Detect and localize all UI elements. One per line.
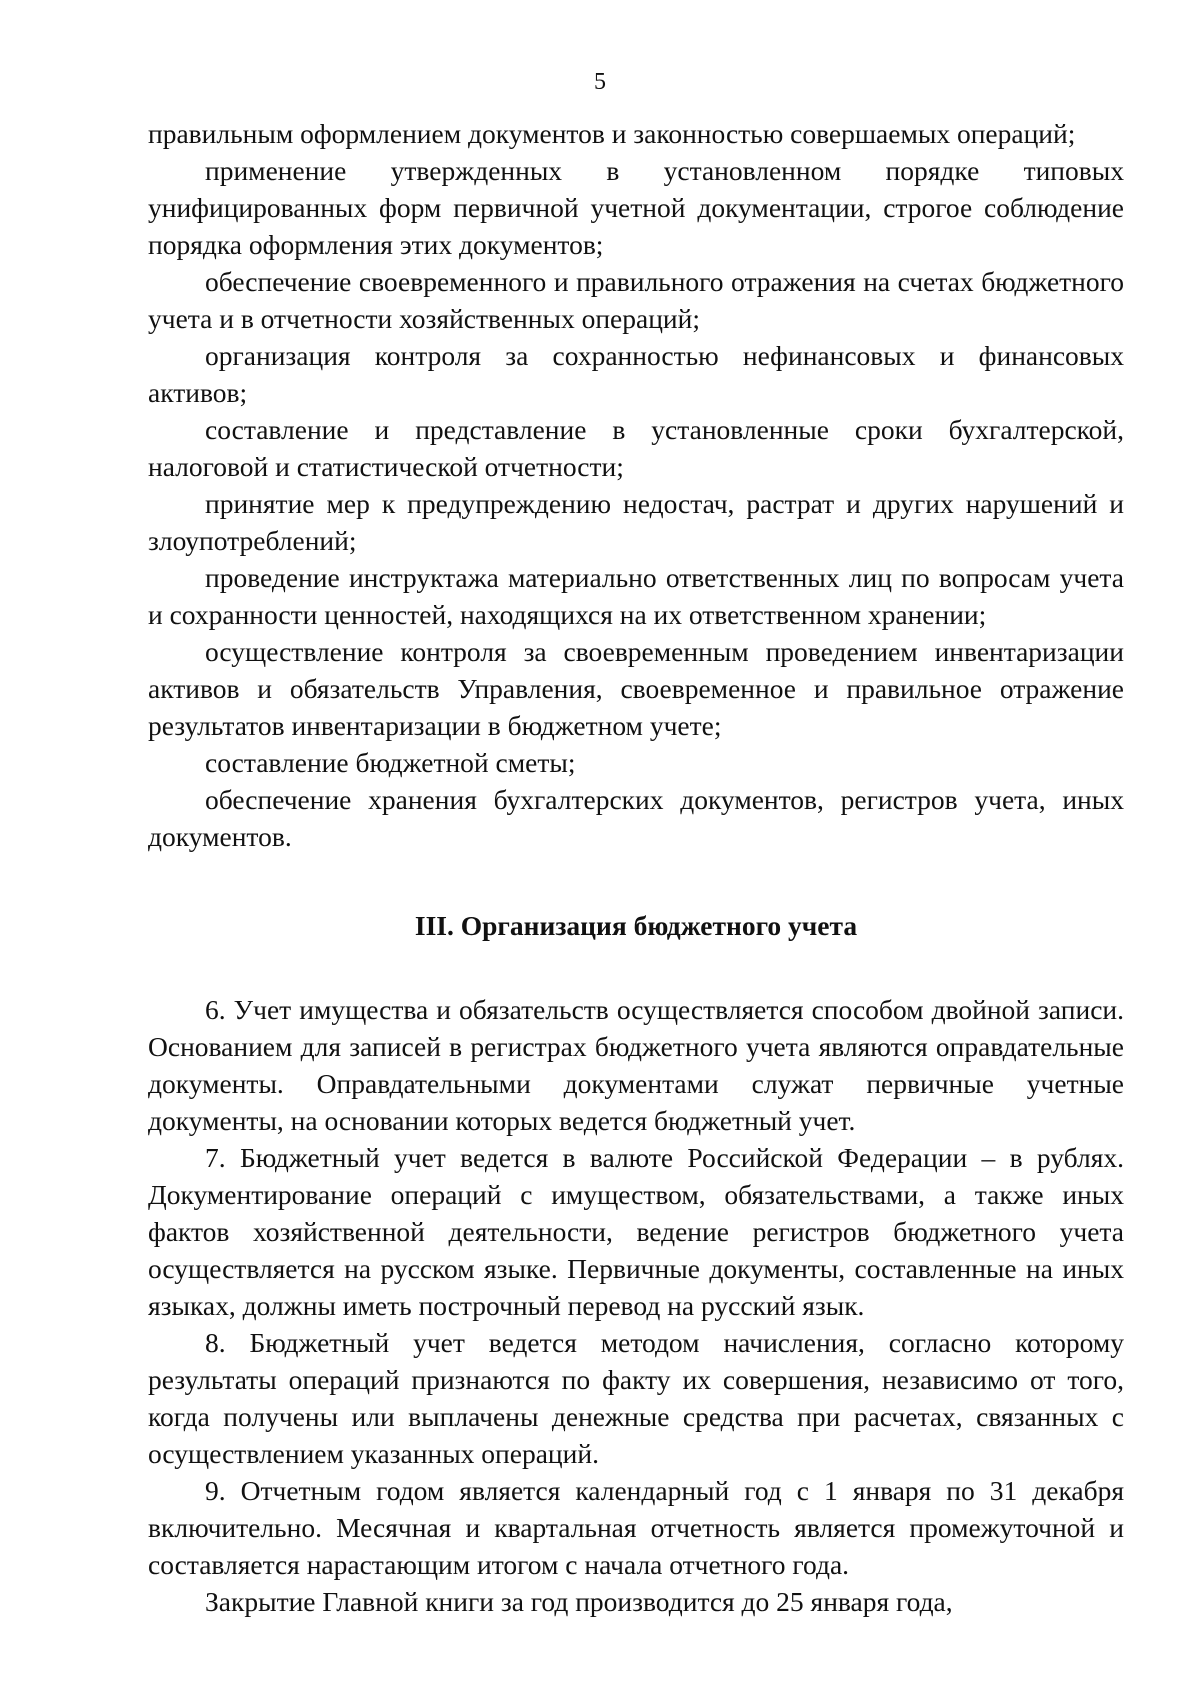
list-item: проведение инструктажа материально ответственных лиц по вопросам учета и сохранности ценностей, находящихся на их ответственном хранении; bbox=[148, 562, 1124, 630]
list-item: организация контроля за сохранностью нефинансовых и финансовых активов; bbox=[148, 340, 1124, 408]
list-item: составление и представление в установленные сроки бухгалтерской, налоговой и статистической отчетности; bbox=[148, 414, 1124, 482]
page-number: 5 bbox=[594, 69, 606, 95]
list-item: обеспечение хранения бухгалтерских документов, регистров учета, иных документов. bbox=[148, 784, 1124, 852]
document-body bbox=[148, 115, 1124, 1620]
list-item: обеспечение своевременного и правильного отражения на счетах бюджетного учета и в отчетности хозяйственных операций; bbox=[148, 266, 1124, 334]
list-item: составление бюджетной сметы; bbox=[205, 747, 576, 778]
section-heading: III. Организация бюджетного учета bbox=[414, 910, 858, 941]
paragraph-closing: Закрытие Главной книги за год производится до 25 января года, bbox=[205, 1586, 953, 1617]
paragraph-8: 8. Бюджетный учет ведется методом начисления, согласно которому результаты операций признаются по факту их совершения, независимо от того, когда получены или выплачены денежные средства при расчетах, связанных с осуществлением указанных операций. bbox=[148, 1327, 1124, 1469]
paragraph-6: 6. Учет имущества и обязательств осуществляется способом двойной записи. Основанием для записей в регистрах бюджетного учета являются оправдательные документы. Оправдательными документами служат первичные учетные документы, на основании которых ведется бюджетный учет. bbox=[148, 994, 1124, 1136]
paragraph-9: 9. Отчетным годом является календарный год с 1 января по 31 декабря включительно. Месячная и квартальная отчетность является промежуточной и составляется нарастающим итогом с начала отчетного года. bbox=[148, 1475, 1124, 1580]
list-item: применение утвержденных в установленном порядке типовых унифицированных форм первичной учетной документации, строгое соблюдение порядка оформления этих документов; bbox=[148, 155, 1124, 260]
list-item: принятие мер к предупреждению недостач, растрат и других нарушений и злоупотреблений; bbox=[148, 488, 1124, 556]
list-item-continuation: правильным оформлением документов и законностью совершаемых операций; bbox=[148, 118, 1076, 149]
list-item: осуществление контроля за своевременным проведением инвентаризации активов и обязательств Управления, своевременное и правильное отражение результатов инвентаризации в бюджетном учете; bbox=[148, 636, 1124, 741]
paragraph-7: 7. Бюджетный учет ведется в валюте Российской Федерации – в рублях. Документирование операций с имуществом, обязательствами, а также иных фактов хозяйственной деятельности, ведение регистров бюджетного учета осуществляется на русском языке. Первичные документы, составленные на иных языках, должны иметь построчный перевод на русский язык. bbox=[148, 1142, 1124, 1321]
